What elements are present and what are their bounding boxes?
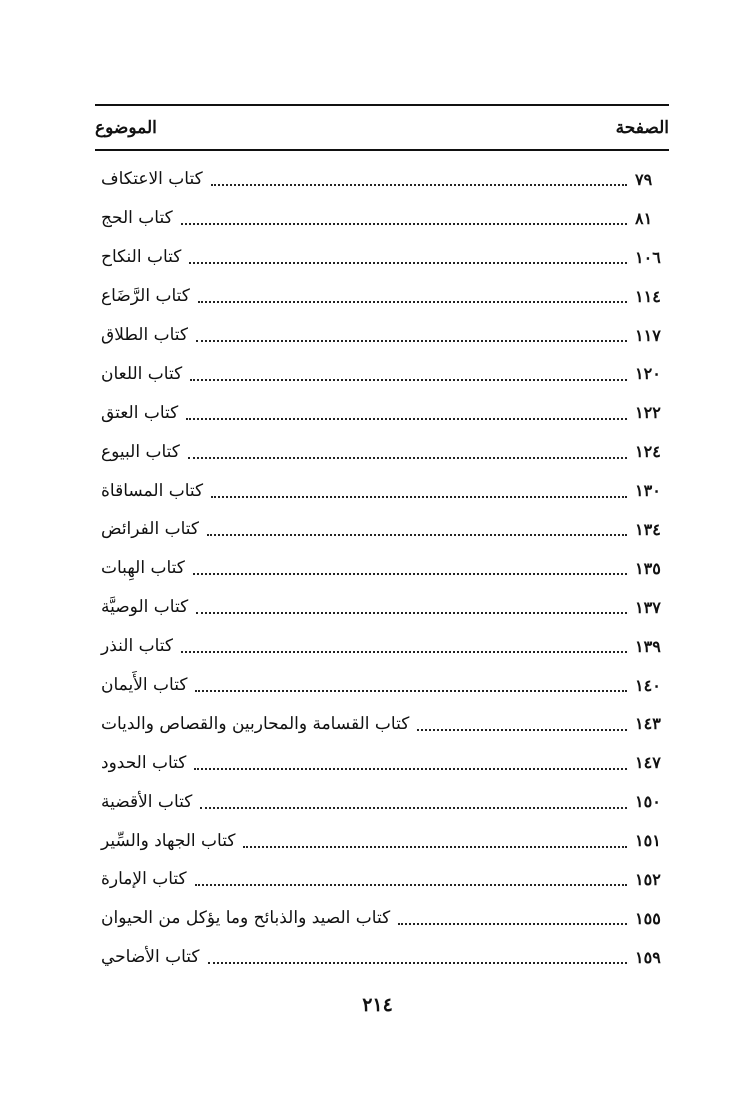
toc-entry	[95, 354, 669, 393]
page-number: ٢١٤	[362, 994, 393, 1016]
toc-entry	[95, 199, 669, 238]
toc-entry-title: كتاب النذر	[101, 636, 173, 657]
dot-leader	[188, 457, 627, 459]
toc-entry-page: ٧٩	[635, 169, 653, 189]
toc-entry	[95, 160, 669, 199]
toc-entry-page: ١٥٥	[635, 908, 661, 928]
dot-leader	[181, 651, 627, 653]
toc-entry-title: كتاب الوصيَّة	[101, 597, 189, 618]
toc-entry-title: كتاب الصيد والذبائح وما يؤكل من الحيوان	[101, 908, 391, 929]
toc-entry	[95, 277, 669, 316]
toc-entry-page: ١٣٠	[635, 481, 661, 501]
toc-entry-page: ١٥٠	[635, 792, 661, 812]
dot-leader	[417, 729, 627, 731]
toc-entry	[95, 938, 669, 977]
toc-entry-title: كتاب القسامة والمحاربين والقصاص والديات	[101, 713, 410, 734]
toc-entry-title: كتاب الاعتكاف	[101, 169, 203, 190]
toc-entry	[95, 743, 669, 782]
toc-entry-page: ١٣٧	[635, 597, 661, 617]
toc-entry-page: ١٥٩	[635, 947, 661, 967]
table-of-contents	[95, 160, 669, 977]
toc-entry-title: كتاب النكاح	[101, 247, 182, 268]
toc-entry	[95, 860, 669, 899]
toc-entry	[95, 666, 669, 705]
toc-entry-page: ١٥١	[635, 831, 661, 851]
toc-entry-page: ١٣٩	[635, 636, 661, 656]
toc-entry	[95, 588, 669, 627]
toc-entry	[95, 510, 669, 549]
dot-leader	[398, 923, 627, 925]
toc-entry	[95, 432, 669, 471]
toc-entry-title: كتاب الحدود	[101, 752, 187, 773]
dot-leader	[196, 340, 627, 342]
toc-entry-page: ١٣٥	[635, 558, 661, 578]
toc-entry-title: كتاب الفرائض	[101, 519, 199, 540]
toc-entry-title: كتاب الأقضية	[101, 791, 193, 812]
toc-entry	[95, 627, 669, 666]
toc-entry-page: ١٤٣	[635, 714, 661, 734]
dot-leader	[207, 534, 627, 536]
header-bottom-rule	[95, 149, 669, 151]
topic-column-label: الموضوع	[95, 118, 157, 138]
toc-entry-title: كتاب الأَيمان	[101, 675, 188, 696]
toc-entry-title: كتاب الأضاحي	[101, 947, 200, 968]
toc-entry	[95, 549, 669, 588]
toc-entry	[95, 899, 669, 938]
toc-entry	[95, 238, 669, 277]
dot-leader	[193, 573, 627, 575]
dot-leader	[195, 884, 627, 886]
toc-entry	[95, 471, 669, 510]
toc-entry-title: كتاب المساقاة	[101, 480, 204, 501]
toc-entry-page: ١٢٤	[635, 442, 661, 462]
dot-leader	[198, 301, 627, 303]
header-top-rule	[95, 104, 669, 106]
toc-entry	[95, 316, 669, 355]
toc-entry	[95, 393, 669, 432]
dot-leader	[181, 223, 627, 225]
dot-leader	[195, 690, 627, 692]
dot-leader	[186, 418, 627, 420]
dot-leader	[211, 496, 627, 498]
toc-entry-page: ١٢٢	[635, 403, 661, 423]
dot-leader	[208, 962, 627, 964]
page-column-label: الصفحة	[615, 118, 669, 138]
toc-entry-page: ١١٤	[635, 286, 661, 306]
toc-entry-page: ١٠٦	[635, 247, 661, 267]
toc-entry-page: ١٢٠	[635, 364, 661, 384]
toc-entry-page: ١١٧	[635, 325, 661, 345]
toc-entry-page: ١٥٢	[635, 869, 661, 889]
toc-entry-page: ١٤٧	[635, 753, 661, 773]
dot-leader	[196, 612, 627, 614]
toc-entry	[95, 782, 669, 821]
toc-entry-title: كتاب الحج	[101, 208, 173, 229]
toc-entry-title: كتاب البيوع	[101, 441, 180, 462]
toc-entry-page: ١٣٤	[635, 519, 661, 539]
dot-leader	[200, 807, 627, 809]
dot-leader	[211, 184, 627, 186]
toc-entry	[95, 704, 669, 743]
toc-entry-title: كتاب الرَّضَاع	[101, 286, 190, 307]
toc-entry-title: كتاب اللعان	[101, 363, 183, 384]
dot-leader	[194, 768, 627, 770]
dot-leader	[190, 379, 627, 381]
toc-entry-title: كتاب الهِبات	[101, 558, 185, 579]
toc-entry-title: كتاب الجهاد والسِّير	[101, 830, 236, 851]
toc-entry-title: كتاب الإمارة	[101, 869, 187, 890]
toc-entry-page: ١٤٠	[635, 675, 661, 695]
toc-entry-title: كتاب الطلاق	[101, 325, 188, 345]
toc-entry-title: كتاب العتق	[101, 402, 179, 423]
toc-entry-page: ٨١	[635, 208, 653, 228]
dot-leader	[243, 846, 627, 848]
toc-entry	[95, 821, 669, 860]
dot-leader	[189, 262, 627, 264]
toc-header	[95, 112, 669, 144]
